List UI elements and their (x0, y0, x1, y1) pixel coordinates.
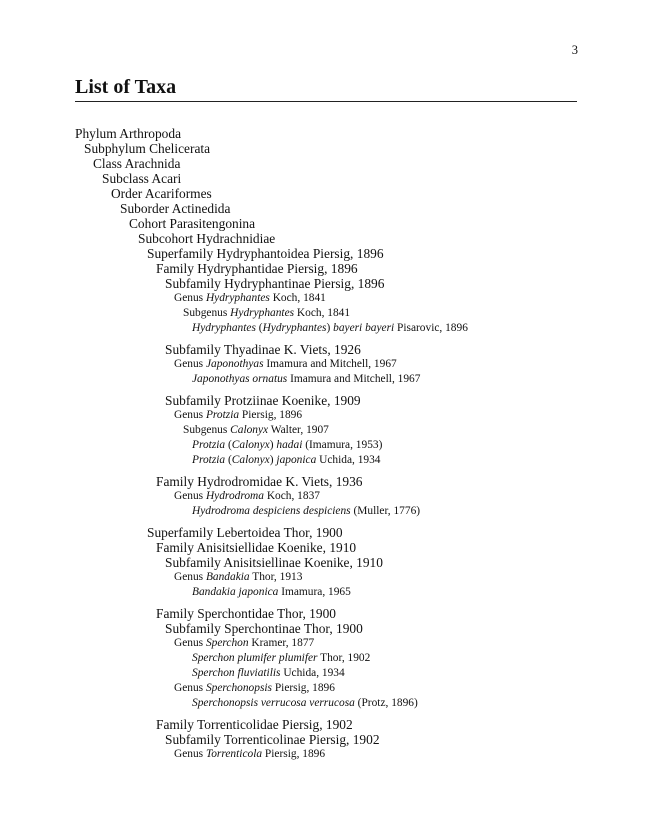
taxon-text: Pisarovic, 1896 (394, 322, 468, 334)
taxon-text: Subfamily Protziinae Koenike, 1909 (165, 393, 361, 408)
taxon-text: Thor, 1902 (317, 652, 371, 664)
taxon-text: (Muller, 1776) (350, 505, 421, 517)
taxon-text: Subclass Acari (102, 171, 182, 186)
taxon-name-italic: Bandakia japonica (192, 586, 279, 598)
taxon-text: Uchida, 1934 (280, 667, 345, 679)
taxon-text: Superfamily Hydryphantoidea Piersig, 1896 (147, 246, 384, 261)
taxon-text: Walter, 1907 (268, 424, 329, 436)
taxon-text: Koch, 1841 (269, 292, 326, 304)
taxon-text: Subfamily Thyadinae K. Viets, 1926 (165, 342, 361, 357)
taxon-entry (75, 393, 595, 408)
taxon-entry (75, 585, 595, 600)
taxon-entry (75, 423, 595, 438)
taxon-name-italic: bayeri bayeri (333, 322, 395, 334)
taxon-text: Family Hydrodromidae K. Viets, 1936 (156, 474, 363, 489)
taxon-text: Family Sperchontidae Thor, 1900 (156, 606, 336, 621)
taxon-text: ) (326, 322, 334, 334)
taxon-name-italic: hadai (276, 439, 303, 451)
taxon-entry (75, 357, 595, 372)
taxon-entry (75, 321, 595, 336)
taxon-entry (75, 372, 595, 387)
taxon-name-italic: Hydryphantes (230, 307, 295, 319)
taxon-text: Family Hydryphantidae Piersig, 1896 (156, 261, 358, 276)
taxon-entry (75, 171, 595, 186)
taxon-text: (Protz, 1896) (354, 697, 418, 709)
taxon-entry (75, 696, 595, 711)
taxon-entry (75, 525, 595, 540)
taxon-name-italic: Sperchonopsis verrucosa verrucosa (192, 697, 355, 709)
taxon-entry (75, 717, 595, 732)
taxon-name-italic: Protzia (192, 454, 226, 466)
taxon-name-italic: Calonyx (231, 439, 270, 451)
taxon-text: Genus (174, 571, 206, 583)
taxon-entry (75, 306, 595, 321)
taxon-text: Subgenus (183, 424, 231, 436)
taxon-text: ( (225, 439, 232, 451)
taxon-text: Koch, 1841 (294, 307, 351, 319)
taxon-entry (75, 666, 595, 681)
taxon-entry (75, 453, 595, 468)
taxon-entry (75, 555, 595, 570)
taxon-name-italic: japonica (276, 454, 317, 466)
taxon-name-italic: Protzia (192, 439, 226, 451)
taxon-entry (75, 291, 595, 306)
taxon-entry (75, 126, 595, 141)
taxon-text: Subfamily Sperchontinae Thor, 1900 (165, 621, 363, 636)
taxon-text: Uchida, 1934 (316, 454, 381, 466)
taxon-name-italic: Calonyx (231, 454, 270, 466)
taxon-entry (75, 540, 595, 555)
taxon-text: Subphylum Chelicerata (84, 141, 211, 156)
taxon-text: Subcohort Hydrachnidiae (138, 231, 276, 246)
taxon-text: Piersig, 1896 (239, 409, 303, 421)
taxon-text: Piersig, 1896 (262, 748, 326, 760)
taxon-text: ( (225, 454, 232, 466)
page-number: 3 (571, 43, 578, 57)
taxon-text: Genus (174, 409, 206, 421)
taxon-text: Genus (174, 748, 206, 760)
taxon-name-italic: Hydryphantes (262, 322, 327, 334)
taxon-name-italic: Japonothyas (205, 358, 264, 370)
taxon-name-italic: Hydrodroma despiciens despiciens (192, 505, 351, 517)
taxon-text: Class Arachnida (93, 156, 181, 171)
taxon-entry (75, 489, 595, 504)
taxon-name-italic: Sperchon fluviatilis (192, 667, 281, 679)
taxon-entry (75, 570, 595, 585)
taxon-name-italic: Torrenticola (205, 748, 263, 760)
taxa-list (75, 126, 595, 762)
taxon-text: Order Acariformes (111, 186, 212, 201)
page-title: List of Taxa (75, 76, 577, 102)
taxon-name-italic: Sperchon (205, 637, 249, 649)
taxon-entry (75, 342, 595, 357)
taxon-text: Genus (174, 358, 206, 370)
taxon-text: Suborder Actinedida (120, 201, 231, 216)
taxon-entry (75, 261, 595, 276)
taxon-text: Subfamily Torrenticolinae Piersig, 1902 (165, 732, 380, 747)
taxon-text: Genus (174, 637, 206, 649)
taxon-entry (75, 201, 595, 216)
taxon-entry (75, 621, 595, 636)
taxon-text: Piersig, 1896 (271, 682, 335, 694)
taxon-entry (75, 156, 595, 171)
taxon-text: ) (269, 439, 277, 451)
taxon-name-italic: Protzia (205, 409, 240, 421)
taxon-name-italic: Sperchon plumifer plumifer (192, 652, 318, 664)
taxon-text: Phylum Arthropoda (75, 126, 182, 141)
taxon-entry (75, 747, 595, 762)
taxon-text: ) (269, 454, 277, 466)
taxon-entry (75, 606, 595, 621)
taxon-entry (75, 732, 595, 747)
taxon-text: Koch, 1837 (263, 490, 320, 502)
taxon-entry (75, 504, 595, 519)
taxon-entry (75, 186, 595, 201)
taxon-text: Imamura and Mitchell, 1967 (263, 358, 397, 370)
taxon-name-italic: Sperchonopsis (205, 682, 272, 694)
taxon-entry (75, 216, 595, 231)
taxon-text: (Imamura, 1953) (302, 439, 383, 451)
taxon-entry (75, 408, 595, 423)
taxon-name-italic: Hydryphantes (205, 292, 270, 304)
taxon-entry (75, 141, 595, 156)
taxon-name-italic: Hydryphantes (192, 322, 256, 334)
taxon-entry (75, 276, 595, 291)
taxon-text: Family Anisitsiellidae Koenike, 1910 (156, 540, 357, 555)
taxon-text: Cohort Parasitengonina (129, 216, 256, 231)
taxon-text: Subgenus (183, 307, 231, 319)
taxon-text: Superfamily Lebertoidea Thor, 1900 (147, 525, 343, 540)
taxon-text: Genus (174, 490, 206, 502)
taxon-text: Family Torrenticolidae Piersig, 1902 (156, 717, 353, 732)
taxon-name-italic: Calonyx (230, 424, 269, 436)
taxon-text: Imamura and Mitchell, 1967 (287, 373, 421, 385)
taxon-text: Imamura, 1965 (278, 586, 351, 598)
taxon-text: Thor, 1913 (249, 571, 303, 583)
taxon-entry (75, 246, 595, 261)
taxon-entry (75, 651, 595, 666)
taxon-entry (75, 231, 595, 246)
taxon-name-italic: Hydrodroma (205, 490, 264, 502)
taxon-text: Genus (174, 292, 206, 304)
taxon-entry (75, 681, 595, 696)
taxon-text: Subfamily Hydryphantinae Piersig, 1896 (165, 276, 385, 291)
taxon-entry (75, 474, 595, 489)
taxon-entry (75, 636, 595, 651)
taxon-text: Genus (174, 682, 206, 694)
taxon-name-italic: Japonothyas ornatus (192, 373, 288, 385)
taxon-text: Subfamily Anisitsiellinae Koenike, 1910 (165, 555, 383, 570)
taxon-name-italic: Bandakia (205, 571, 250, 583)
taxon-text: ( (255, 322, 263, 334)
taxon-entry (75, 438, 595, 453)
taxon-text: Kramer, 1877 (248, 637, 315, 649)
